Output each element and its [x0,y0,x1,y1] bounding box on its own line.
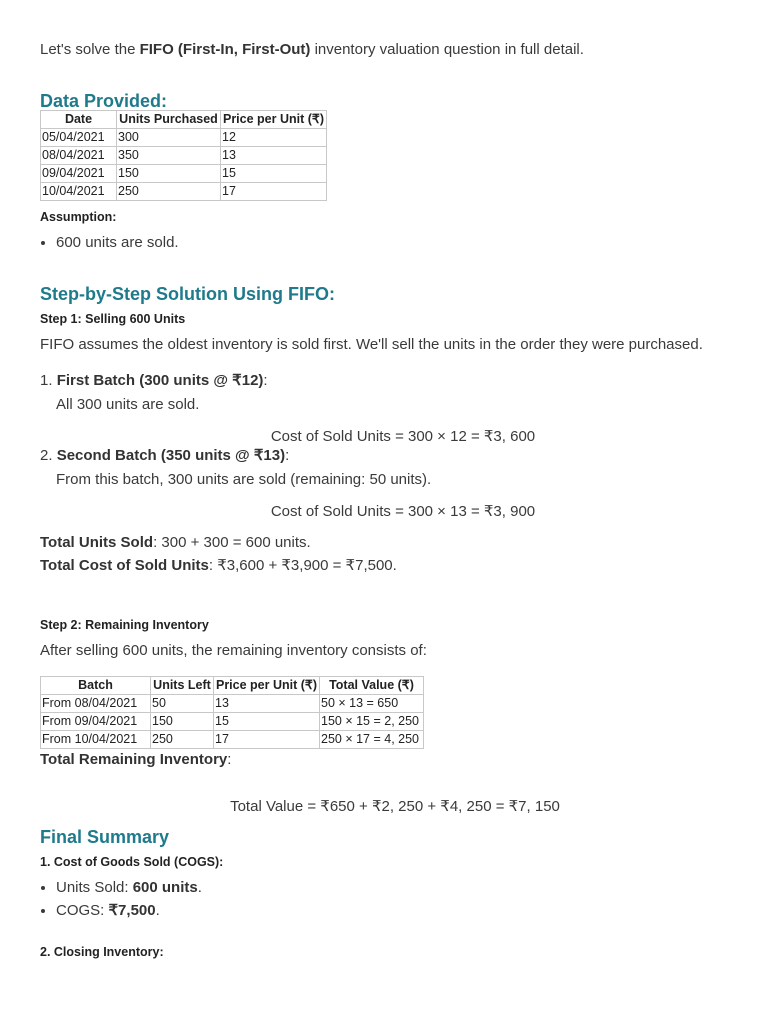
batch-desc: From this batch, 300 units are sold (remaining: 50 units). [56,471,432,488]
data-provided-heading: Data Provided: [40,91,168,111]
remaining-header-total: Total Value (₹) [320,677,424,695]
purchase-header-price: Price per Unit (₹) [221,111,327,129]
total-units-line [40,533,311,553]
total-remaining-line [40,750,231,770]
table-cell: 05/04/2021 [41,129,117,147]
table-cell: 15 [221,165,327,183]
table-cell: 50 × 13 = 650 [320,695,424,713]
batch-title: First Batch (300 units @ ₹12) [56,372,264,389]
summary-list [40,876,756,922]
item-bold: ₹7,500 [108,902,156,919]
list-item [56,876,756,899]
table-cell: 09/04/2021 [41,165,117,183]
table-cell: 250 [117,183,221,201]
batch-formula: Cost of Sold Units = 300 × 12 = ₹3, 600 [270,428,536,445]
purchase-table-header-row [41,111,327,129]
purchase-header-units: Units Purchased [117,111,221,129]
total-cost-value: : ₹3,600 + ₹3,900 = ₹7,500. [208,557,397,574]
list-item: • 600 units are sold. [56,231,756,254]
total-remaining-label: Total Remaining Inventory [40,751,228,768]
table-cell: 150 [117,165,221,183]
table-cell: 10/04/2021 [41,183,117,201]
solution-heading: Step-by-Step Solution Using FIFO: [40,284,335,304]
table-cell: 12 [221,129,327,147]
table-cell: 17 [221,183,327,201]
cogs-heading: 1. Cost of Goods Sold (COGS): [40,855,224,869]
step2-heading: Step 2: Remaining Inventory [40,618,209,632]
table-cell: 08/04/2021 [41,147,117,165]
item-bold: 600 units [132,879,198,896]
batch-number: 1. [40,372,53,389]
table-row [41,147,327,165]
table-cell: 15 [214,713,320,731]
table-cell: 250 × 17 = 4, 250 [320,731,424,749]
table-cell: 17 [214,731,320,749]
total-cost-label: Total Cost of Sold Units [40,557,209,574]
remaining-table-header-row [41,677,424,695]
batch-item-2 [40,446,750,537]
item-suffix: . [155,902,160,919]
total-value-formula: Total Value = ₹650 + ₹2, 250 + ₹4, 250 = ₹7, 150 [230,798,560,815]
remaining-header-price: Price per Unit (₹) [214,677,320,695]
item-prefix: Units Sold: [56,879,133,896]
table-cell: 150 [151,713,214,731]
intro-bold: FIFO (First-In, First-Out) [139,41,311,58]
table-cell: 300 [117,129,221,147]
table-row [41,695,424,713]
step2-text: After selling 600 units, the remaining inventory consists of: [40,642,427,659]
total-remaining-colon: : [227,751,232,768]
item-suffix: . [197,879,202,896]
step1-text: FIFO assumes the oldest inventory is sold first. We'll sell the units in the order they were purchased. [40,336,703,353]
closing-inventory-heading: 2. Closing Inventory: [40,945,164,959]
total-units-label: Total Units Sold [40,534,154,551]
purchase-table [40,110,327,201]
intro-prefix: Let's solve the [40,41,140,58]
table-row [41,731,424,749]
batch-colon: : [285,447,290,464]
remaining-header-units: Units Left [151,677,214,695]
purchase-header-date: Date [41,111,117,129]
batch-desc: All 300 units are sold. [56,396,200,413]
step1-heading: Step 1: Selling 600 Units [40,312,186,326]
table-row [41,165,327,183]
remaining-table [40,676,424,749]
table-cell: From 08/04/2021 [41,695,151,713]
table-cell: 13 [214,695,320,713]
table-row [41,713,424,731]
batch-formula: Cost of Sold Units = 300 × 13 = ₹3, 900 [270,503,536,520]
table-cell: From 10/04/2021 [41,731,151,749]
batch-colon: : [263,372,268,389]
intro-suffix: inventory valuation question in full detail. [310,41,584,58]
table-cell: 250 [151,731,214,749]
total-cost-line [40,556,397,576]
batch-title: Second Batch (350 units @ ₹13) [56,447,286,464]
final-summary-heading: Final Summary [40,827,170,847]
table-cell: 50 [151,695,214,713]
list-item [56,899,756,922]
table-cell: 350 [117,147,221,165]
table-cell: 13 [221,147,327,165]
table-cell: From 09/04/2021 [41,713,151,731]
assumption-label: Assumption: [40,210,117,224]
table-cell: 150 × 15 = 2, 250 [320,713,424,731]
assumption-list [40,231,756,254]
remaining-header-batch: Batch [41,677,151,695]
intro-paragraph [40,40,584,60]
table-row [41,183,327,201]
batch-number: 2. [40,447,53,464]
table-row [41,129,327,147]
item-prefix: COGS: [56,902,109,919]
total-units-value: : 300 + 300 = 600 units. [153,534,311,551]
